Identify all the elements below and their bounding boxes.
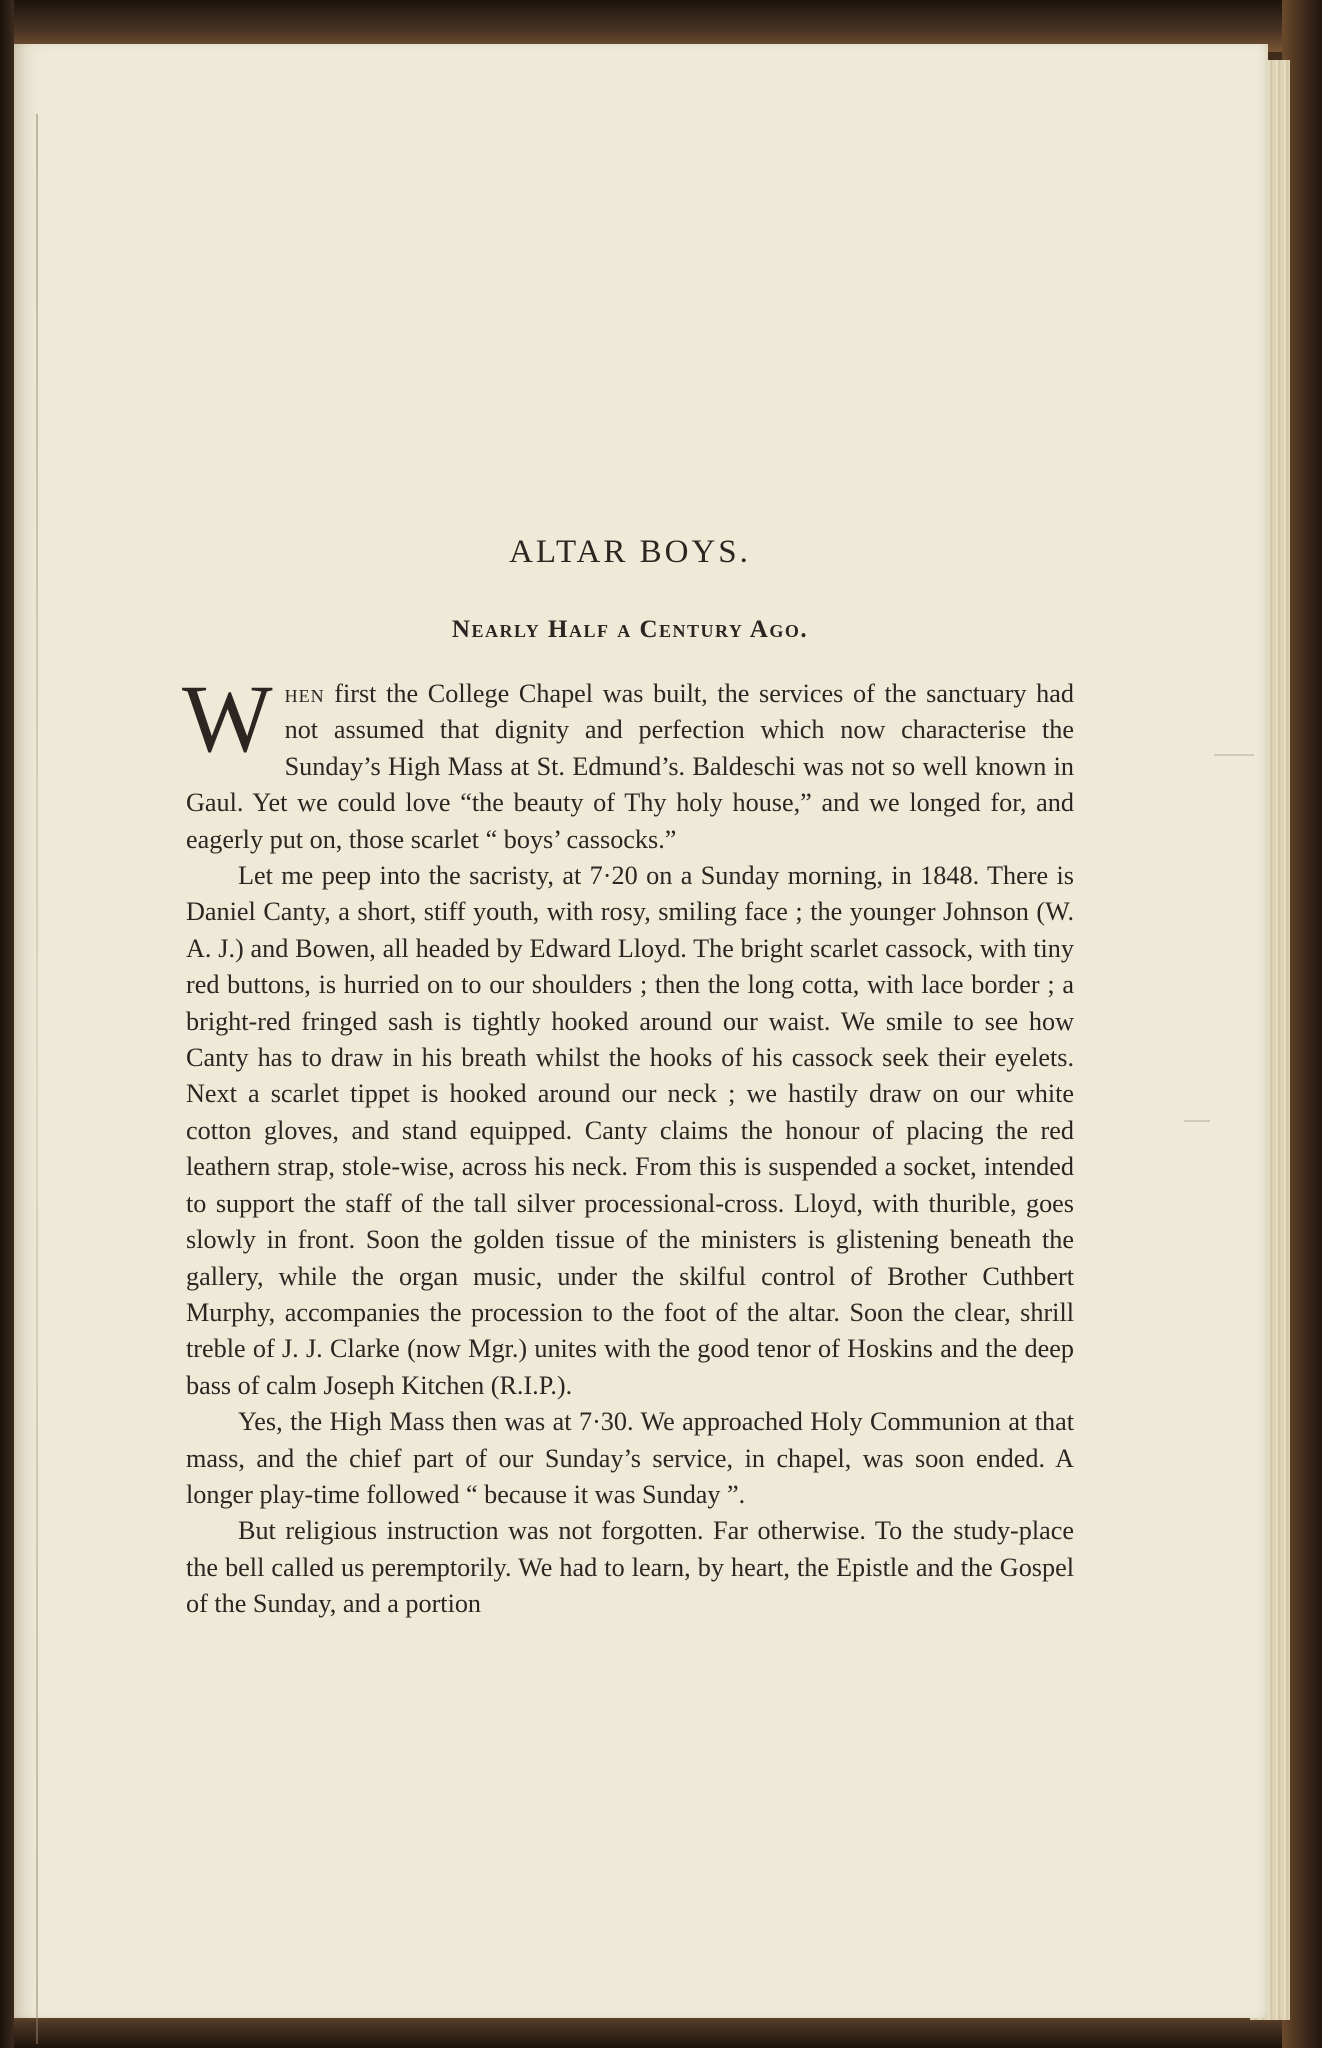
margin-mark bbox=[1184, 1120, 1210, 1122]
chapter-title: ALTAR BOYS. bbox=[509, 534, 751, 570]
gutter-stitching bbox=[36, 114, 38, 2044]
margin-mark bbox=[1214, 754, 1254, 756]
paragraph-4: But religious instruction was not forgotten. Far otherwise. To the study-place the bell called us peremptorily. We had to learn, by heart, the Epistle and the Gospel of the Sunday, and a portion bbox=[186, 1516, 1074, 1619]
paragraph-2: Let me peep into the sacristy, at 7·20 on a Sunday morning, in 1848. There is Daniel Canty, a short, stiff youth, with rosy, smiling face ; the younger Johnson (W. A. J.) and Bowen, all headed by Edward Lloyd. The bright scarlet cassock, with tiny red buttons, is hurried on to our shoulders ; then the long cotta, with lace border ; a bright-red fringed sash is tightly hooked around our waist. We smile to see how Canty has to draw in his breath whilst the hooks of his cassock seek their eyelets. Next a scarlet tippet is hooked around our neck ; we hastily draw on our white cotton gloves, and stand equipped. Canty claims the honour of placing the red leathern strap, stole-wise, across his neck. From this is suspended a socket, intended to support the staff of the tall silver processional-cross. Lloyd, with thurible, goes slowly in front. Soon the golden tissue of the ministers is glistening beneath the gallery, while the organ music, under the skilful control of Brother Cuthbert Murphy, accompanies the procession to the foot of the altar. Soon the clear, shrill treble of J. J. Clarke (now Mgr.) unites with the good tenor of Hoskins and the deep bass of calm Joseph Kitchen (R.I.P.). bbox=[186, 861, 1074, 1400]
book-page bbox=[14, 44, 1268, 2018]
paragraph-1 bbox=[182, 665, 1074, 858]
cover-left-edge bbox=[0, 0, 14, 2048]
body-text bbox=[182, 665, 1074, 1623]
chapter-subtitle: Nearly Half a Century Ago. bbox=[451, 616, 809, 643]
paragraph-1-text: first the College Chapel was built, the services of the sanctuary had not assumed that dignity and perfection which now characterise the Sunday’s High Mass at St. Edmund’s. Baldeschi was not so well known in Gaul. Yet we could love “the beauty of Thy holy house,” and we longed for, and eagerly put on, those scarlet “ boys’ cassocks.” bbox=[186, 679, 1074, 854]
drop-cap: W bbox=[182, 665, 273, 772]
paragraph-3: Yes, the High Mass then was at 7·30. We approached Holy Communion at that mass, and the chief part of our Sunday’s service, in chapel, was soon ended. A longer play-time followed “ because it was Sunday ”. bbox=[186, 1407, 1074, 1509]
lead-in-word: hen bbox=[284, 679, 325, 708]
